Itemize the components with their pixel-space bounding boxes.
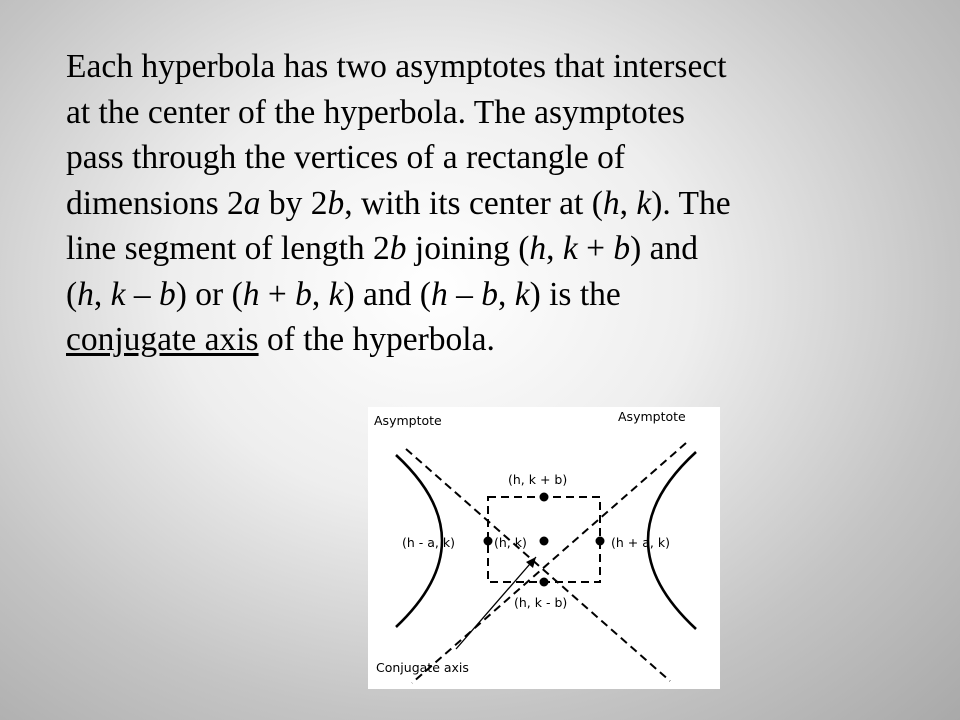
var-b: b xyxy=(295,275,312,313)
text-run: joining ( xyxy=(406,230,530,267)
text-line-7 xyxy=(66,317,936,363)
text-run: by 2 xyxy=(260,184,328,222)
text-run: , xyxy=(546,230,563,267)
text-run: – xyxy=(125,275,160,313)
text-run: of the hyperbola. xyxy=(258,321,495,358)
text-run: dimensions 2 xyxy=(66,184,244,222)
bottom-point-label: (h, k - b) xyxy=(514,595,568,610)
text-run: , xyxy=(311,275,329,313)
text-run: , xyxy=(497,275,515,313)
text-run: + xyxy=(577,230,614,267)
var-b: b xyxy=(389,230,407,267)
left-vertex-dot xyxy=(484,537,493,546)
text-run: line segment of length 2 xyxy=(66,230,390,267)
right-vertex-dot xyxy=(596,537,605,546)
text-run: – xyxy=(447,275,482,313)
bottom-point-dot xyxy=(540,578,549,587)
top-point-label: (h, k + b) xyxy=(508,472,568,487)
text-run: , with its center at ( xyxy=(344,184,603,222)
var-h: h xyxy=(430,275,448,313)
var-h: h xyxy=(77,275,94,313)
var-h: h xyxy=(242,275,260,313)
var-h: h xyxy=(602,184,620,222)
top-point-dot xyxy=(540,493,549,502)
var-b: b xyxy=(481,275,498,313)
text-run: + xyxy=(259,275,296,313)
conjugate-axis-label: Conjugate axis xyxy=(376,660,469,675)
text-run: ) or ( xyxy=(175,275,243,313)
text-run: ) and xyxy=(630,230,699,267)
text-line-3: pass through the vertices of a rectangle of xyxy=(66,139,626,176)
var-b: b xyxy=(327,184,345,222)
text-run: , xyxy=(619,184,637,222)
conjugate-axis-term: conjugate axis xyxy=(66,321,259,358)
var-b: b xyxy=(159,275,176,313)
var-a: a xyxy=(243,184,261,222)
asymptote-label-left: Asymptote xyxy=(374,413,442,428)
hyperbola-diagram xyxy=(368,407,720,689)
asymptote-label-right: Asymptote xyxy=(618,409,686,424)
right-vertex-label: (h + a, k) xyxy=(611,535,670,550)
var-k: k xyxy=(110,275,126,313)
text-line-5 xyxy=(66,226,936,272)
hyperbola-diagram-svg xyxy=(368,407,720,689)
text-run: ) and ( xyxy=(343,275,431,313)
left-vertex-label: (h - a, k) xyxy=(402,535,455,550)
text-run: ) is the xyxy=(529,275,621,313)
var-k: k xyxy=(562,230,578,267)
slide-body-text xyxy=(66,44,936,363)
text-line-6 xyxy=(66,272,936,318)
var-h: h xyxy=(529,230,547,267)
text-line-4 xyxy=(66,181,936,227)
var-k: k xyxy=(636,184,652,222)
text-run: ( xyxy=(66,275,78,313)
text-run: ). The xyxy=(651,184,731,222)
text-line-1: Each hyperbola has two asymptotes that intersect xyxy=(66,48,727,85)
var-k: k xyxy=(514,275,530,313)
center-label: (h, k) xyxy=(494,535,527,550)
text-line-2: at the center of the hyperbola. The asymptotes xyxy=(66,93,685,131)
center-dot xyxy=(540,537,549,546)
text-run: , xyxy=(93,275,111,313)
var-k: k xyxy=(328,275,344,313)
var-b: b xyxy=(613,230,631,267)
